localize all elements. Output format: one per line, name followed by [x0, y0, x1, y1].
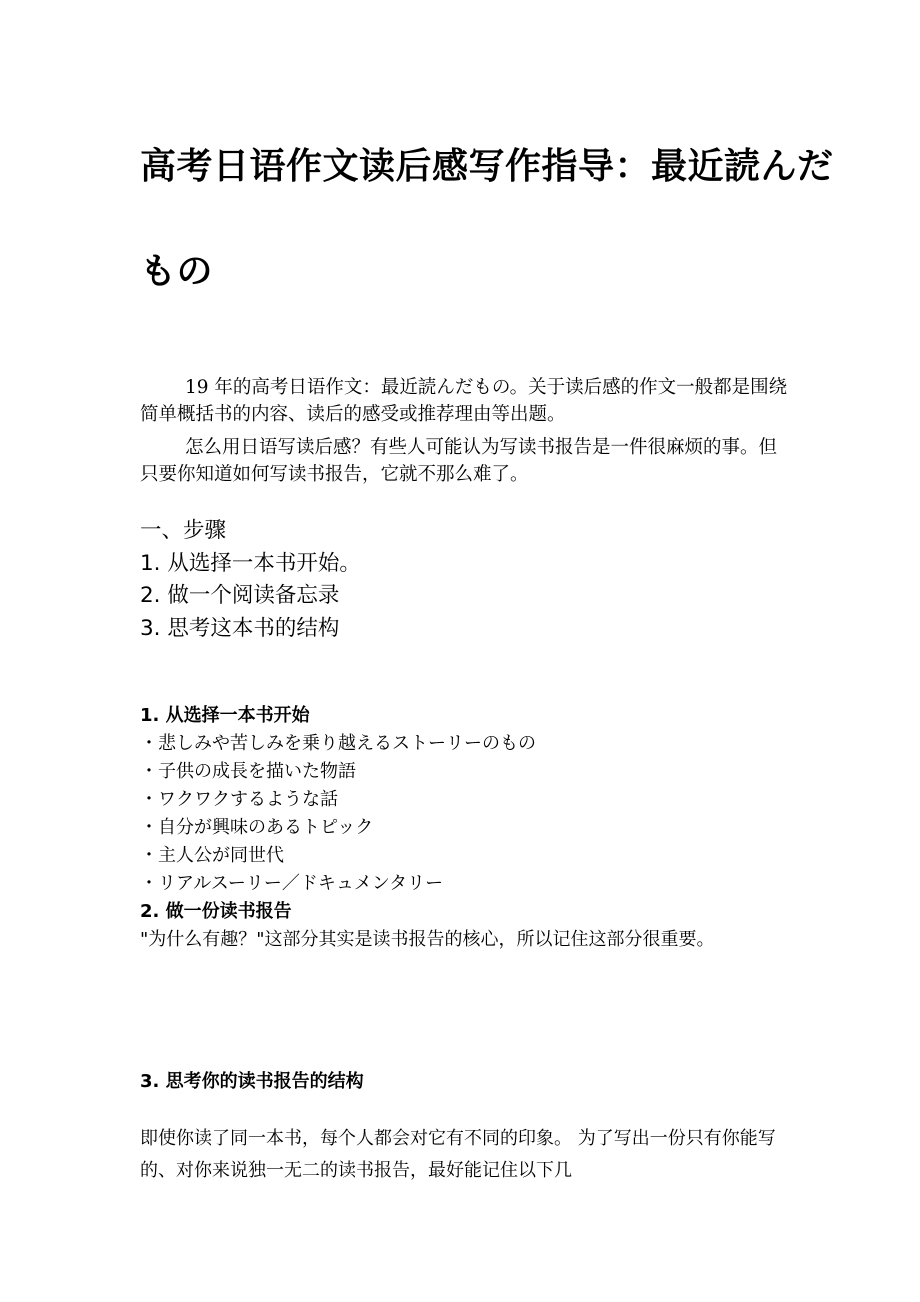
- intro-paragraph-2: [140, 434, 790, 488]
- section-1: [140, 702, 790, 954]
- section-3-heading: 3. 思考你的读书报告的结构: [140, 1071, 364, 1092]
- step-item: 3. 思考这本书的结构: [140, 615, 340, 641]
- section-2-text: "为什么有趣？"这部分其实是读书报告的核心，所以记住这部分很重要。: [140, 929, 715, 950]
- document-title-line-1: 高考日语作文读后感写作指导：最近読んだ: [140, 146, 834, 187]
- document-title-line-2: もの: [140, 251, 214, 292]
- bullet-item: ・子供の成長を描いた物語: [140, 761, 356, 782]
- bullet-item: ・リアルスーリー／ドキュメンタリー: [140, 873, 444, 894]
- steps-heading: 一、步骤: [140, 518, 227, 543]
- bullet-item: ・自分が興味のあるトピック: [140, 817, 374, 838]
- bullet-item: ・ワクワクするような話: [140, 789, 338, 810]
- section-3-text: 即使你读了同一本书，每个人都会对它有不同的印象。 为了写出一份只有你能写的、对你来说独一无二的读书报告，最好能记住以下几: [140, 1128, 776, 1181]
- step-item: 2. 做一个阅读备忘录: [140, 583, 340, 608]
- bullet-item: ・主人公が同世代: [140, 845, 284, 866]
- section-2-heading: 2. 做一份读书报告: [140, 901, 292, 922]
- section-1-heading: 1. 从选择一本书开始: [140, 705, 310, 726]
- steps-list: [140, 515, 361, 645]
- intro-paragraph-1-text: 19 年的高考日语作文：最近読んだもの。关于读后感的作文一般都是围绕简单概括书的内容、读后的感受或推荐理由等出题。: [140, 377, 788, 425]
- step-item: 1. 从选择一本书开始。: [140, 550, 361, 576]
- intro-paragraph-1: [140, 374, 790, 428]
- bullet-item: ・悲しみや苦しみを乗り越えるストーリーのもの: [140, 733, 536, 754]
- intro-paragraph-2-text: 怎么用日语写读后感？有些人可能认为写读书报告是一件很麻烦的事。但只要你知道如何写读书报告，它就不那么难了。: [140, 437, 778, 485]
